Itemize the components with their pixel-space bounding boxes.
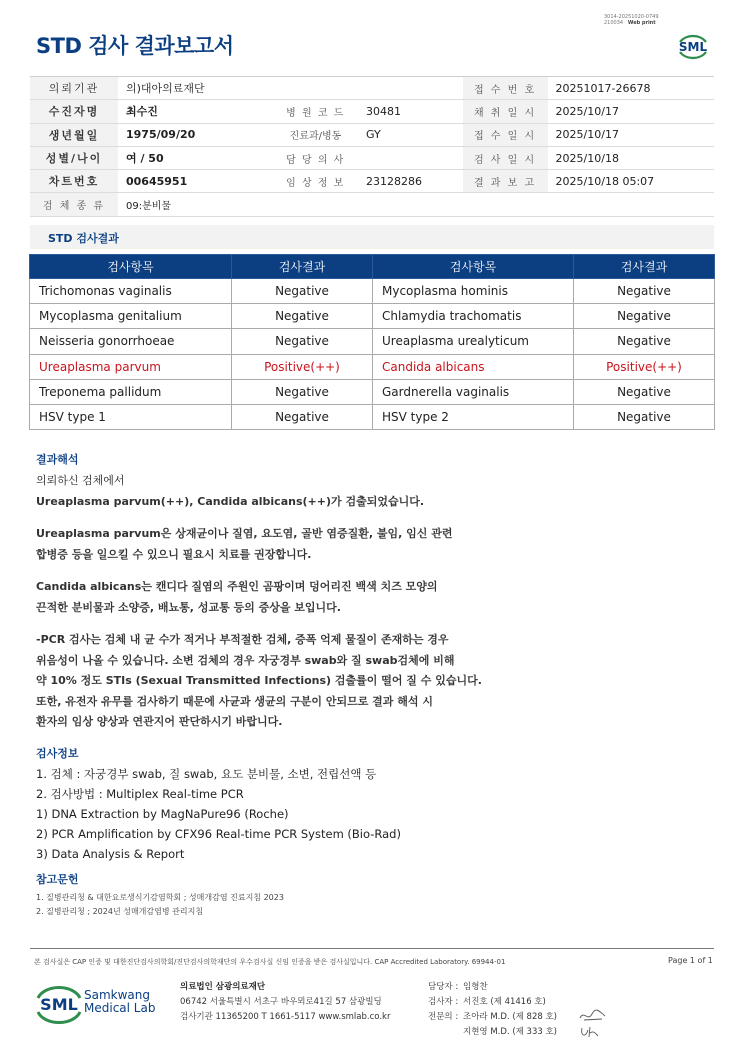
interp-line: -PCR 검사는 검체 내 균 수가 적거나 부적절한 검체, 증폭 억제 물질이 존재하는 경우 [36, 633, 449, 646]
results-header-row [30, 255, 715, 279]
clinical-value: 23128286 [358, 170, 463, 193]
doc-sub-line: 210034 Web print [604, 20, 656, 26]
test-date-label: 검 사 일 시 [463, 146, 548, 169]
test-result: Negative [574, 329, 715, 354]
list-item: 1. 질병관리청 & 대한요로생식기감염학회 ; 성매개감염 진료지침 2023 [36, 893, 284, 902]
test-result: Positive(++) [574, 354, 715, 379]
staff-row [428, 980, 557, 995]
test-result: Negative [574, 379, 715, 404]
test-item: HSV type 2 [373, 404, 574, 429]
table-row [30, 329, 715, 354]
doctor-label: 담 당 의 사 [273, 146, 358, 169]
references-list [36, 891, 284, 918]
info-row [30, 100, 714, 123]
chart-no-value: 00645951 [118, 170, 273, 193]
table-row-positive [30, 354, 715, 379]
test-result: Negative [574, 279, 715, 304]
org-info [180, 980, 390, 1025]
staff-info [428, 980, 557, 1040]
interp-line: 위음성이 나올 수 있습니다. 소변 검체의 경우 자궁경부 swab와 질 swab검체에 비해 [36, 653, 455, 667]
test-item: Chlamydia trachomatis [373, 304, 574, 329]
staff-role: 검사자 : [428, 997, 459, 1007]
info-row [30, 170, 714, 193]
test-item: Trichomonas vaginalis [30, 279, 232, 304]
chart-no-label: 차트번호 [30, 170, 118, 193]
footer-logo-text: SML [40, 995, 78, 1014]
hospital-code-label: 병 원 코 드 [273, 100, 358, 123]
signature-icon [578, 1024, 604, 1040]
info-row [30, 146, 714, 169]
interp-line: 의뢰하신 검체에서 [36, 474, 125, 487]
interpretation-paragraph-4 [36, 630, 482, 733]
birth-value: 1975/09/20 [118, 123, 273, 146]
brand-line: Medical Lab [84, 1001, 156, 1015]
staff-name: 지현영 M.D. (제 333 호) [463, 1027, 558, 1037]
dept-value: GY [358, 123, 463, 146]
list-item: 1) DNA Extraction by MagNaPure96 (Roche) [36, 807, 289, 821]
test-result: Negative [574, 404, 715, 429]
test-item: Treponema pallidum [30, 379, 232, 404]
interp-line: 환자의 임상 양상과 연관지어 판단하시기 바랍니다. [36, 715, 283, 728]
table-row [30, 404, 715, 429]
staff-name: 임형찬 [463, 982, 488, 992]
test-item: HSV type 1 [30, 404, 232, 429]
receipt-date-label: 접 수 일 시 [463, 123, 548, 146]
test-item: Gardnerella vaginalis [373, 379, 574, 404]
requester-value: 의)대아의료재단 [118, 77, 463, 100]
staff-role [428, 1025, 463, 1040]
page-title: STD 검사 결과보고서 [36, 34, 234, 58]
header-test-item: 검사항목 [373, 255, 574, 279]
staff-role: 전문의 : [428, 1012, 459, 1022]
logo-text: SML [678, 40, 708, 54]
list-item: 1. 검체 : 자궁경부 swab, 질 swab, 요도 분비물, 소변, 전립선액 등 [36, 767, 377, 781]
test-result: Negative [232, 404, 373, 429]
test-result: Negative [232, 304, 373, 329]
test-item: Neisseria gonorrhoeae [30, 329, 232, 354]
staff-name: 조아라 M.D. (제 828 호) [463, 1012, 558, 1022]
sex-age-value: 여 / 50 [118, 146, 273, 169]
interpretation-paragraph-3 [36, 577, 438, 618]
table-row [30, 304, 715, 329]
test-info-heading: 검사정보 [36, 747, 79, 760]
report-date-value: 2025/10/18 05:07 [548, 170, 714, 193]
doc-id-line: 3014-20251020-0749 [604, 14, 659, 20]
info-row [30, 77, 714, 100]
brand-line: Samkwang [84, 988, 150, 1002]
results-section-title: STD 검사결과 [30, 225, 714, 249]
test-item: Mycoplasma genitalium [30, 304, 232, 329]
interp-line: Candida albicans는 캔디다 질염의 주원인 곰팡이며 덩어리진 백색 치즈 모양의 [36, 580, 438, 593]
interp-line: 합병증 등을 일으킬 수 있으니 필요시 치료를 권장합니다. [36, 547, 312, 561]
page-number: Page 1 of 1 [668, 956, 713, 965]
clinical-label: 임 상 정 보 [273, 170, 358, 193]
collect-date-value: 2025/10/17 [548, 100, 714, 123]
receipt-no-label: 접 수 번 호 [463, 77, 548, 100]
list-item: 2. 질병관리청 ; 2024년 성매개감염병 관리지침 [36, 906, 204, 916]
list-item: 2. 검사방법 : Multiplex Real-time PCR [36, 787, 244, 801]
report-date-label: 결 과 보 고 [463, 170, 548, 193]
test-info-list [36, 764, 401, 864]
interp-line: Ureaplasma parvum(++), Candida albicans(++)가 검출되었습니다. [36, 494, 425, 508]
footer-accreditation: 본 검사실은 CAP 인증 및 대한진단검사의학회/진단검사의학재단의 우수검사실 신임 인증을 받은 검사실입니다. CAP Accredited Laboratory. 69944-01 [34, 958, 506, 966]
test-result: Positive(++) [232, 354, 373, 379]
birth-label: 생년월일 [30, 123, 118, 146]
staff-row [428, 1010, 557, 1025]
table-row [30, 379, 715, 404]
test-item: Ureaplasma urealyticum [373, 329, 574, 354]
sex-age-label: 성별/나이 [30, 146, 118, 169]
test-result: Negative [232, 329, 373, 354]
receipt-no-value: 20251017-26678 [548, 77, 714, 100]
patient-value: 최수진 [118, 100, 273, 123]
sml-logo-icon [674, 28, 712, 64]
hospital-code-value: 30481 [358, 100, 463, 123]
list-item: 2) PCR Amplification by CFX96 Real-time PCR System (Bio-Rad) [36, 827, 401, 841]
info-row [30, 123, 714, 146]
staff-row [428, 1025, 557, 1040]
test-date-value: 2025/10/18 [548, 146, 714, 169]
test-item: Candida albicans [373, 354, 574, 379]
results-table [29, 254, 715, 430]
patient-label: 수진자명 [30, 100, 118, 123]
test-item: Ureaplasma parvum [30, 354, 232, 379]
interp-line: 약 10% 정도 STIs (Sexual Transmitted Infections) 검출률이 떨어 질 수 있습니다. [36, 674, 482, 687]
header-test-item: 검사항목 [30, 255, 232, 279]
header-test-result: 검사결과 [232, 255, 373, 279]
org-name: 의료법인 삼광의료재단 [180, 982, 266, 992]
receipt-date-value: 2025/10/17 [548, 123, 714, 146]
signature-icon [578, 1008, 608, 1024]
document-id [604, 14, 659, 26]
requester-label: 의뢰기관 [30, 77, 118, 100]
header-test-result: 검사결과 [574, 255, 715, 279]
org-contact: 검사기관 11365200 T 1661-5117 www.smlab.co.kr [180, 1012, 391, 1022]
list-item: 3) Data Analysis & Report [36, 847, 185, 861]
staff-row [428, 995, 557, 1010]
footer-divider [30, 948, 714, 949]
references-heading: 참고문헌 [36, 873, 79, 886]
interp-line: 또한, 유전자 유무를 검사하기 때문에 사균과 생균의 구분이 안되므로 결과 해석 시 [36, 694, 433, 708]
staff-name: 서진호 (제 41416 호) [463, 997, 546, 1007]
interpretation-heading: 결과해석 [36, 453, 79, 466]
interp-line: 끈적한 분비물과 소양증, 배뇨통, 성교통 등의 증상을 보입니다. [36, 600, 341, 614]
interpretation-paragraph-2 [36, 524, 453, 565]
specimen-label: 검 체 종 류 [30, 193, 118, 216]
staff-role: 담당자 : [428, 982, 459, 992]
brand-name [84, 989, 155, 1015]
specimen-value: 09:분비물 [118, 193, 714, 216]
info-row [30, 193, 714, 216]
interp-line: Ureaplasma parvum은 상재균이나 질염, 요도염, 골반 염증질환, 불임, 임신 관련 [36, 527, 453, 540]
collect-date-label: 채 취 일 시 [463, 100, 548, 123]
table-row [30, 279, 715, 304]
dept-label: 진료과/병동 [273, 123, 358, 146]
test-result: Negative [232, 379, 373, 404]
interpretation-paragraph-1 [36, 471, 424, 512]
doctor-value [358, 146, 463, 169]
test-result: Negative [232, 279, 373, 304]
test-result: Negative [574, 304, 715, 329]
test-item: Mycoplasma hominis [373, 279, 574, 304]
patient-info-table [30, 76, 714, 217]
org-address: 06742 서울특별시 서초구 바우뫼로41길 57 삼광빌딩 [180, 997, 382, 1007]
